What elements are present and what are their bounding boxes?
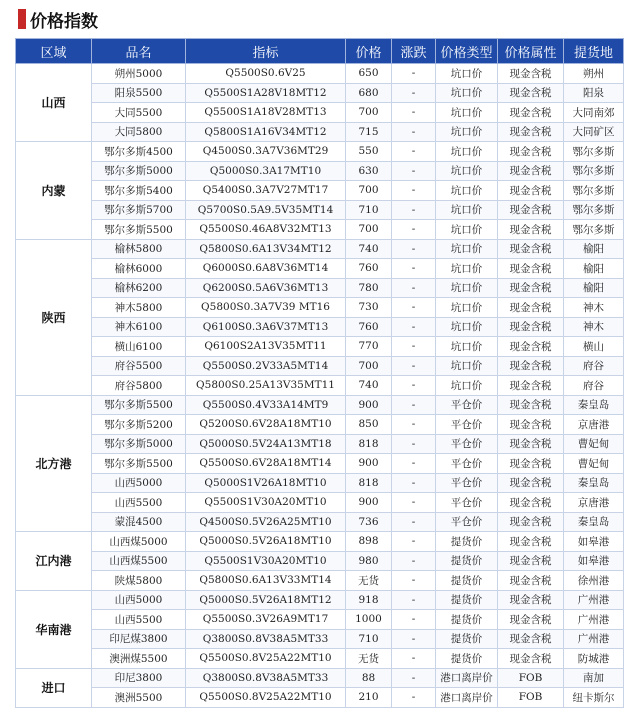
price-type-cell: 提货价 — [436, 532, 498, 552]
change-cell: - — [392, 688, 436, 708]
column-header-change: 涨跌 — [392, 39, 436, 64]
price-attr-cell: 现金含税 — [498, 259, 564, 279]
delivery-cell: 广州港 — [564, 629, 624, 649]
price-attr-cell: 现金含税 — [498, 278, 564, 298]
spec-cell: Q5500S1A18V28MT13 — [186, 103, 346, 123]
spec-cell: Q5500S0.46A8V32MT13 — [186, 220, 346, 240]
price-attr-cell: 现金含税 — [498, 220, 564, 240]
product-cell: 大同5800 — [92, 122, 186, 142]
table-row — [16, 376, 624, 396]
region-cell: 内蒙 — [16, 142, 92, 240]
price-type-cell: 坑口价 — [436, 317, 498, 337]
price-type-cell: 平仓价 — [436, 395, 498, 415]
product-cell: 榆林6200 — [92, 278, 186, 298]
delivery-cell: 广州港 — [564, 610, 624, 630]
price-attr-cell: 现金含税 — [498, 629, 564, 649]
delivery-cell: 阳泉 — [564, 83, 624, 103]
price-type-cell: 坑口价 — [436, 122, 498, 142]
change-cell: - — [392, 278, 436, 298]
price-type-cell: 坑口价 — [436, 200, 498, 220]
price-type-cell: 平仓价 — [436, 493, 498, 513]
change-cell: - — [392, 629, 436, 649]
product-cell: 山西5000 — [92, 590, 186, 610]
spec-cell: Q6100S0.3A6V37MT13 — [186, 317, 346, 337]
delivery-cell: 防城港 — [564, 649, 624, 669]
price-cell: 980 — [346, 551, 392, 571]
change-cell: - — [392, 83, 436, 103]
spec-cell: Q5400S0.3A7V27MT17 — [186, 181, 346, 201]
spec-cell: Q5500S0.4V33A14MT9 — [186, 395, 346, 415]
price-cell: 680 — [346, 83, 392, 103]
spec-cell: Q5500S0.2V33A5MT14 — [186, 356, 346, 376]
change-cell: - — [392, 454, 436, 474]
change-cell: - — [392, 64, 436, 84]
change-cell: - — [392, 551, 436, 571]
delivery-cell: 府谷 — [564, 356, 624, 376]
table-row — [16, 415, 624, 435]
price-cell: 700 — [346, 181, 392, 201]
price-type-cell: 坑口价 — [436, 356, 498, 376]
price-cell: 818 — [346, 434, 392, 454]
table-row — [16, 668, 624, 688]
section-header — [0, 0, 640, 38]
change-cell: - — [392, 473, 436, 493]
change-cell: - — [392, 649, 436, 669]
delivery-cell: 秦皇岛 — [564, 473, 624, 493]
change-cell: - — [392, 103, 436, 123]
delivery-cell: 榆阳 — [564, 239, 624, 259]
product-cell: 鄂尔多斯5000 — [92, 434, 186, 454]
column-header-price: 价格 — [346, 39, 392, 64]
price-type-cell: 坑口价 — [436, 278, 498, 298]
spec-cell: Q5700S0.5A9.5V35MT14 — [186, 200, 346, 220]
delivery-cell: 秦皇岛 — [564, 395, 624, 415]
price-type-cell: 平仓价 — [436, 454, 498, 474]
price-cell: 740 — [346, 239, 392, 259]
price-attr-cell: 现金含税 — [498, 415, 564, 435]
product-cell: 鄂尔多斯4500 — [92, 142, 186, 162]
table-row — [16, 278, 624, 298]
price-attr-cell: FOB — [498, 668, 564, 688]
page-title: 价格指数 — [30, 11, 98, 32]
product-cell: 澳洲5500 — [92, 688, 186, 708]
delivery-cell: 如皋港 — [564, 532, 624, 552]
table-row — [16, 317, 624, 337]
delivery-cell: 大同矿区 — [564, 122, 624, 142]
price-cell: 780 — [346, 278, 392, 298]
price-attr-cell: 现金含税 — [498, 356, 564, 376]
spec-cell: Q5000S1V26A18MT10 — [186, 473, 346, 493]
price-type-cell: 提货价 — [436, 571, 498, 591]
delivery-cell: 朔州 — [564, 64, 624, 84]
delivery-cell: 徐州港 — [564, 571, 624, 591]
product-cell: 神木6100 — [92, 317, 186, 337]
change-cell: - — [392, 239, 436, 259]
table-row — [16, 64, 624, 84]
spec-cell: Q5800S0.25A13V35MT11 — [186, 376, 346, 396]
price-cell: 736 — [346, 512, 392, 532]
table-row — [16, 200, 624, 220]
price-cell: 898 — [346, 532, 392, 552]
delivery-cell: 曹妃甸 — [564, 454, 624, 474]
price-type-cell: 坑口价 — [436, 64, 498, 84]
spec-cell: Q5500S0.6V25 — [186, 64, 346, 84]
spec-cell: Q5500S1A28V18MT12 — [186, 83, 346, 103]
delivery-cell: 鄂尔多斯 — [564, 220, 624, 240]
price-cell: 710 — [346, 200, 392, 220]
table-row — [16, 220, 624, 240]
product-cell: 山西5000 — [92, 473, 186, 493]
change-cell: - — [392, 337, 436, 357]
product-cell: 鄂尔多斯5700 — [92, 200, 186, 220]
price-attr-cell: 现金含税 — [498, 376, 564, 396]
price-type-cell: 坑口价 — [436, 103, 498, 123]
spec-cell: Q5500S1V30A20MT10 — [186, 493, 346, 513]
price-type-cell: 提货价 — [436, 610, 498, 630]
spec-cell: Q5200S0.6V28A18MT10 — [186, 415, 346, 435]
change-cell: - — [392, 317, 436, 337]
price-attr-cell: 现金含税 — [498, 317, 564, 337]
change-cell: - — [392, 532, 436, 552]
product-cell: 神木5800 — [92, 298, 186, 318]
price-type-cell: 坑口价 — [436, 376, 498, 396]
product-cell: 横山6100 — [92, 337, 186, 357]
price-type-cell: 提货价 — [436, 590, 498, 610]
change-cell: - — [392, 298, 436, 318]
product-cell: 山西煤5500 — [92, 551, 186, 571]
price-attr-cell: 现金含税 — [498, 532, 564, 552]
price-cell: 818 — [346, 473, 392, 493]
price-attr-cell: 现金含税 — [498, 395, 564, 415]
table-row — [16, 395, 624, 415]
change-cell: - — [392, 376, 436, 396]
change-cell: - — [392, 610, 436, 630]
delivery-cell: 广州港 — [564, 590, 624, 610]
table-row — [16, 688, 624, 708]
spec-cell: Q4500S0.3A7V36MT29 — [186, 142, 346, 162]
table-row — [16, 454, 624, 474]
price-type-cell: 坑口价 — [436, 142, 498, 162]
price-cell: 918 — [346, 590, 392, 610]
title-marker — [18, 9, 26, 29]
change-cell: - — [392, 512, 436, 532]
table-row — [16, 649, 624, 669]
change-cell: - — [392, 181, 436, 201]
price-attr-cell: 现金含税 — [498, 64, 564, 84]
price-index-table — [15, 38, 624, 708]
delivery-cell: 大同南郊 — [564, 103, 624, 123]
price-cell: 700 — [346, 220, 392, 240]
price-cell: 850 — [346, 415, 392, 435]
price-type-cell: 平仓价 — [436, 415, 498, 435]
price-attr-cell: 现金含税 — [498, 512, 564, 532]
table-row — [16, 571, 624, 591]
table-row — [16, 532, 624, 552]
price-attr-cell: 现金含税 — [498, 649, 564, 669]
table-row — [16, 590, 624, 610]
price-attr-cell: 现金含税 — [498, 122, 564, 142]
price-attr-cell: 现金含税 — [498, 142, 564, 162]
price-cell: 900 — [346, 454, 392, 474]
product-cell: 印尼3800 — [92, 668, 186, 688]
table-row — [16, 610, 624, 630]
price-cell: 760 — [346, 259, 392, 279]
product-cell: 印尼煤3800 — [92, 629, 186, 649]
spec-cell: Q5800S0.6A13V33MT14 — [186, 571, 346, 591]
price-attr-cell: 现金含税 — [498, 434, 564, 454]
product-cell: 蒙混4500 — [92, 512, 186, 532]
table-row — [16, 629, 624, 649]
column-header-region: 区域 — [16, 39, 92, 64]
product-cell: 鄂尔多斯5000 — [92, 161, 186, 181]
delivery-cell: 如皋港 — [564, 551, 624, 571]
table-row — [16, 122, 624, 142]
price-cell: 700 — [346, 356, 392, 376]
price-attr-cell: 现金含税 — [498, 83, 564, 103]
table-row — [16, 239, 624, 259]
change-cell: - — [392, 434, 436, 454]
price-cell: 650 — [346, 64, 392, 84]
table-row — [16, 434, 624, 454]
column-header-price-type: 价格类型 — [436, 39, 498, 64]
delivery-cell: 京唐港 — [564, 415, 624, 435]
price-cell: 900 — [346, 493, 392, 513]
product-cell: 榆林6000 — [92, 259, 186, 279]
price-attr-cell: 现金含税 — [498, 239, 564, 259]
change-cell: - — [392, 220, 436, 240]
table-row — [16, 493, 624, 513]
table-header-row — [16, 39, 624, 64]
product-cell: 鄂尔多斯5500 — [92, 395, 186, 415]
price-cell: 1000 — [346, 610, 392, 630]
price-type-cell: 坑口价 — [436, 337, 498, 357]
column-header-delivery: 提货地 — [564, 39, 624, 64]
spec-cell: Q5500S0.8V25A22MT10 — [186, 688, 346, 708]
region-cell: 山西 — [16, 64, 92, 142]
price-cell: 760 — [346, 317, 392, 337]
change-cell: - — [392, 493, 436, 513]
delivery-cell: 神木 — [564, 298, 624, 318]
change-cell: - — [392, 122, 436, 142]
price-cell: 730 — [346, 298, 392, 318]
price-cell: 无货 — [346, 571, 392, 591]
price-attr-cell: 现金含税 — [498, 610, 564, 630]
price-type-cell: 平仓价 — [436, 434, 498, 454]
change-cell: - — [392, 415, 436, 435]
price-cell: 无货 — [346, 649, 392, 669]
price-type-cell: 坑口价 — [436, 239, 498, 259]
price-cell: 770 — [346, 337, 392, 357]
price-cell: 630 — [346, 161, 392, 181]
change-cell: - — [392, 571, 436, 591]
delivery-cell: 横山 — [564, 337, 624, 357]
price-attr-cell: 现金含税 — [498, 571, 564, 591]
spec-cell: Q5500S1V30A20MT10 — [186, 551, 346, 571]
table-body — [16, 64, 624, 708]
price-type-cell: 坑口价 — [436, 298, 498, 318]
price-cell: 715 — [346, 122, 392, 142]
price-attr-cell: 现金含税 — [498, 181, 564, 201]
column-header-price-attr: 价格属性 — [498, 39, 564, 64]
spec-cell: Q5800S0.6A13V34MT12 — [186, 239, 346, 259]
price-attr-cell: 现金含税 — [498, 473, 564, 493]
price-cell: 550 — [346, 142, 392, 162]
spec-cell: Q4500S0.5V26A25MT10 — [186, 512, 346, 532]
change-cell: - — [392, 200, 436, 220]
spec-cell: Q6100S2A13V35MT11 — [186, 337, 346, 357]
delivery-cell: 鄂尔多斯 — [564, 181, 624, 201]
delivery-cell: 曹妃甸 — [564, 434, 624, 454]
price-type-cell: 港口离岸价 — [436, 688, 498, 708]
product-cell: 鄂尔多斯5200 — [92, 415, 186, 435]
table-row — [16, 512, 624, 532]
column-header-product: 品名 — [92, 39, 186, 64]
product-cell: 鄂尔多斯5400 — [92, 181, 186, 201]
change-cell: - — [392, 356, 436, 376]
price-type-cell: 港口离岸价 — [436, 668, 498, 688]
spec-cell: Q6000S0.6A8V36MT14 — [186, 259, 346, 279]
price-cell: 710 — [346, 629, 392, 649]
region-cell: 陕西 — [16, 239, 92, 395]
table-row — [16, 356, 624, 376]
table-row — [16, 298, 624, 318]
price-attr-cell: 现金含税 — [498, 551, 564, 571]
region-cell: 华南港 — [16, 590, 92, 668]
price-attr-cell: 现金含税 — [498, 493, 564, 513]
price-attr-cell: 现金含税 — [498, 337, 564, 357]
product-cell: 府谷5500 — [92, 356, 186, 376]
product-cell: 山西5500 — [92, 610, 186, 630]
price-table-container — [15, 38, 623, 708]
table-row — [16, 103, 624, 123]
table-row — [16, 337, 624, 357]
product-cell: 鄂尔多斯5500 — [92, 220, 186, 240]
price-type-cell: 坑口价 — [436, 83, 498, 103]
product-cell: 大同5500 — [92, 103, 186, 123]
price-type-cell: 坑口价 — [436, 259, 498, 279]
delivery-cell: 榆阳 — [564, 259, 624, 279]
delivery-cell: 纽卡斯尔 — [564, 688, 624, 708]
spec-cell: Q5000S0.5V24A13MT18 — [186, 434, 346, 454]
spec-cell: Q3800S0.8V38A5MT33 — [186, 629, 346, 649]
price-type-cell: 坑口价 — [436, 161, 498, 181]
spec-cell: Q5500S0.3V26A9MT17 — [186, 610, 346, 630]
price-type-cell: 坑口价 — [436, 220, 498, 240]
delivery-cell: 鄂尔多斯 — [564, 200, 624, 220]
delivery-cell: 南加 — [564, 668, 624, 688]
price-attr-cell: 现金含税 — [498, 161, 564, 181]
product-cell: 山西煤5000 — [92, 532, 186, 552]
delivery-cell: 府谷 — [564, 376, 624, 396]
change-cell: - — [392, 395, 436, 415]
change-cell: - — [392, 142, 436, 162]
price-attr-cell: 现金含税 — [498, 298, 564, 318]
delivery-cell: 鄂尔多斯 — [564, 142, 624, 162]
spec-cell: Q5500S0.6V28A18MT14 — [186, 454, 346, 474]
delivery-cell: 榆阳 — [564, 278, 624, 298]
spec-cell: Q3800S0.8V38A5MT33 — [186, 668, 346, 688]
change-cell: - — [392, 668, 436, 688]
price-cell: 700 — [346, 103, 392, 123]
change-cell: - — [392, 259, 436, 279]
delivery-cell: 京唐港 — [564, 493, 624, 513]
price-attr-cell: 现金含税 — [498, 454, 564, 474]
region-cell: 进口 — [16, 668, 92, 707]
product-cell: 山西5500 — [92, 493, 186, 513]
region-cell: 北方港 — [16, 395, 92, 532]
product-cell: 鄂尔多斯5500 — [92, 454, 186, 474]
product-cell: 阳泉5500 — [92, 83, 186, 103]
table-row — [16, 161, 624, 181]
table-row — [16, 142, 624, 162]
price-cell: 900 — [346, 395, 392, 415]
product-cell: 陕煤5800 — [92, 571, 186, 591]
spec-cell: Q6200S0.5A6V36MT13 — [186, 278, 346, 298]
price-type-cell: 平仓价 — [436, 473, 498, 493]
spec-cell: Q5500S0.8V25A22MT10 — [186, 649, 346, 669]
price-type-cell: 坑口价 — [436, 181, 498, 201]
price-type-cell: 提货价 — [436, 649, 498, 669]
delivery-cell: 鄂尔多斯 — [564, 161, 624, 181]
column-header-spec: 指标 — [186, 39, 346, 64]
spec-cell: Q5000S0.3A17MT10 — [186, 161, 346, 181]
price-cell: 88 — [346, 668, 392, 688]
price-cell: 740 — [346, 376, 392, 396]
change-cell: - — [392, 161, 436, 181]
spec-cell: Q5000S0.5V26A18MT10 — [186, 532, 346, 552]
product-cell: 榆林5800 — [92, 239, 186, 259]
delivery-cell: 神木 — [564, 317, 624, 337]
table-row — [16, 551, 624, 571]
price-cell: 210 — [346, 688, 392, 708]
spec-cell: Q5000S0.5V26A18MT12 — [186, 590, 346, 610]
table-row — [16, 83, 624, 103]
region-cell: 江内港 — [16, 532, 92, 591]
price-attr-cell: 现金含税 — [498, 590, 564, 610]
product-cell: 澳洲煤5500 — [92, 649, 186, 669]
price-attr-cell: 现金含税 — [498, 200, 564, 220]
price-type-cell: 平仓价 — [436, 512, 498, 532]
spec-cell: Q5800S1A16V34MT12 — [186, 122, 346, 142]
delivery-cell: 秦皇岛 — [564, 512, 624, 532]
table-row — [16, 181, 624, 201]
price-attr-cell: 现金含税 — [498, 103, 564, 123]
product-cell: 府谷5800 — [92, 376, 186, 396]
table-row — [16, 473, 624, 493]
spec-cell: Q5800S0.3A7V39 MT16 — [186, 298, 346, 318]
price-attr-cell: FOB — [498, 688, 564, 708]
change-cell: - — [392, 590, 436, 610]
product-cell: 朔州5000 — [92, 64, 186, 84]
price-type-cell: 提货价 — [436, 551, 498, 571]
price-type-cell: 提货价 — [436, 629, 498, 649]
table-row — [16, 259, 624, 279]
